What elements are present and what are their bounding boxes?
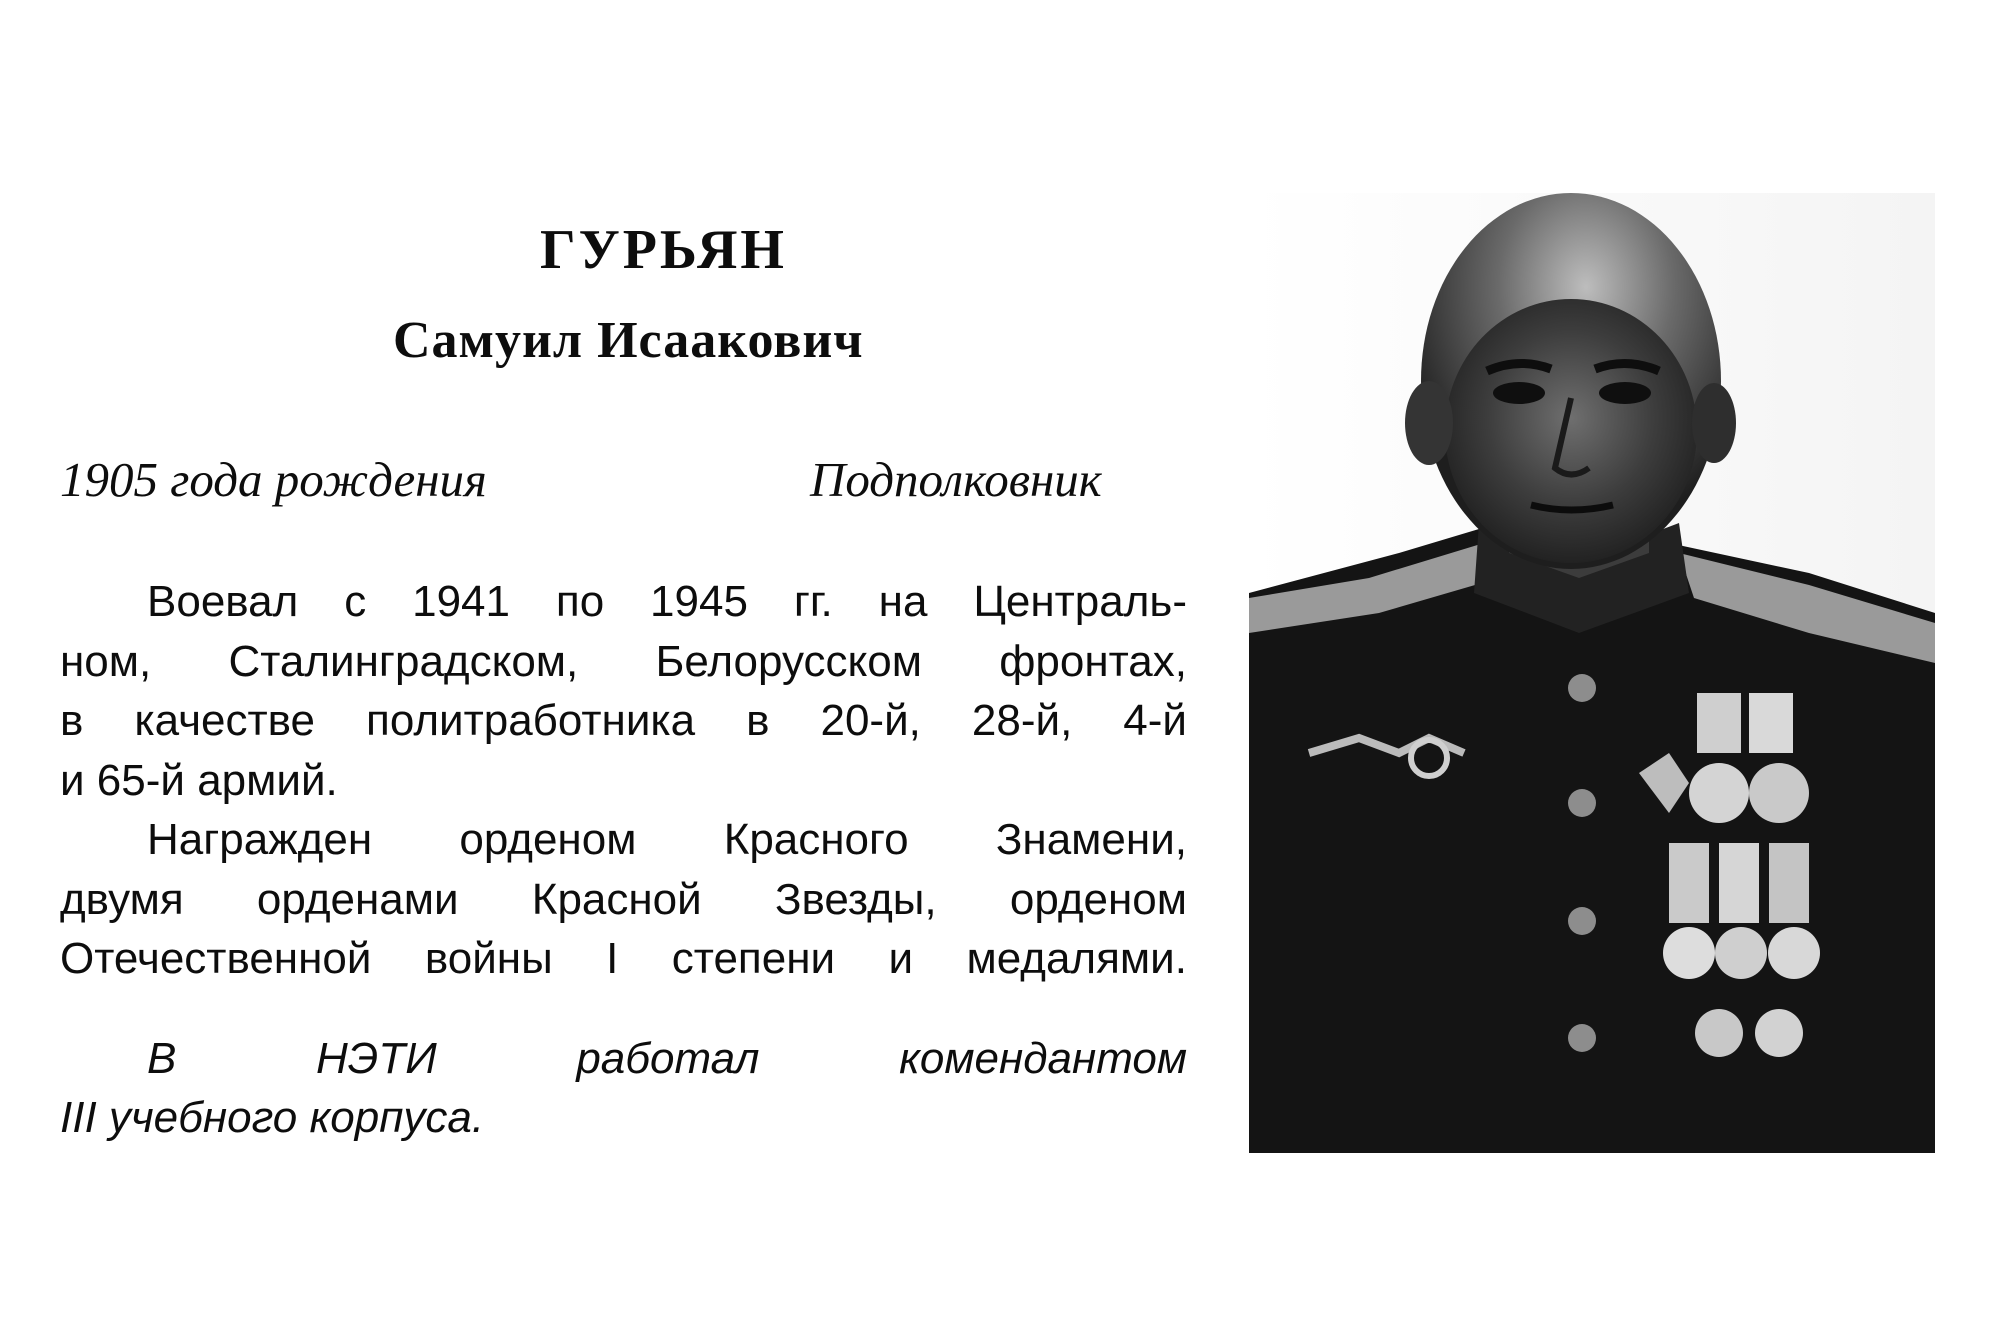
service-line: ном, Сталинградском, Белорусском фронтах,	[60, 636, 1187, 686]
awards-line: двумя орденами Красной Звезды, орденом	[60, 874, 1187, 924]
medal	[1715, 927, 1767, 979]
portrait-photo	[1249, 193, 1935, 1153]
service-line: в качестве политработника в 20-й, 28-й, 4-й	[60, 696, 1187, 745]
birth-year-line: 1905 года рождения	[60, 452, 487, 507]
service-line: и 65-й армий.	[60, 755, 338, 805]
right-eye	[1599, 382, 1651, 404]
medal	[1689, 763, 1749, 823]
service-line: Воевал с 1941 по 1945 гг. на Централь-	[147, 577, 1187, 626]
medal	[1755, 1009, 1803, 1057]
uniform-button	[1568, 674, 1596, 702]
medal-ribbon	[1669, 843, 1709, 923]
biography-text	[60, 572, 1187, 1148]
left-ear	[1405, 381, 1453, 465]
medal	[1749, 763, 1809, 823]
medal-ribbon	[1749, 693, 1793, 753]
portrait-illustration	[1249, 193, 1935, 1153]
paragraph-gap	[60, 989, 1187, 1029]
medal-ribbon	[1719, 843, 1759, 923]
work-line: III учебного корпуса.	[60, 1093, 485, 1142]
uniform-button	[1568, 1024, 1596, 1052]
uniform-button	[1568, 789, 1596, 817]
medal	[1663, 927, 1715, 979]
right-ear	[1692, 383, 1736, 463]
medal	[1695, 1009, 1743, 1057]
medal-ribbon	[1697, 693, 1741, 753]
military-rank: Подполковник	[810, 452, 1102, 507]
awards-line: Награжден орденом Красного Знамени,	[147, 815, 1187, 864]
left-eye	[1493, 382, 1545, 404]
medal-ribbon	[1769, 843, 1809, 923]
surname-heading: ГУРЬЯН	[540, 219, 787, 281]
face	[1445, 299, 1697, 563]
awards-line: Отечественной войны I степени и медалями.	[60, 934, 1187, 983]
work-line: В НЭТИ работал комендантом	[147, 1033, 1187, 1083]
given-names-heading: Самуил Исаакович	[393, 312, 864, 369]
medal	[1768, 927, 1820, 979]
uniform-button	[1568, 907, 1596, 935]
